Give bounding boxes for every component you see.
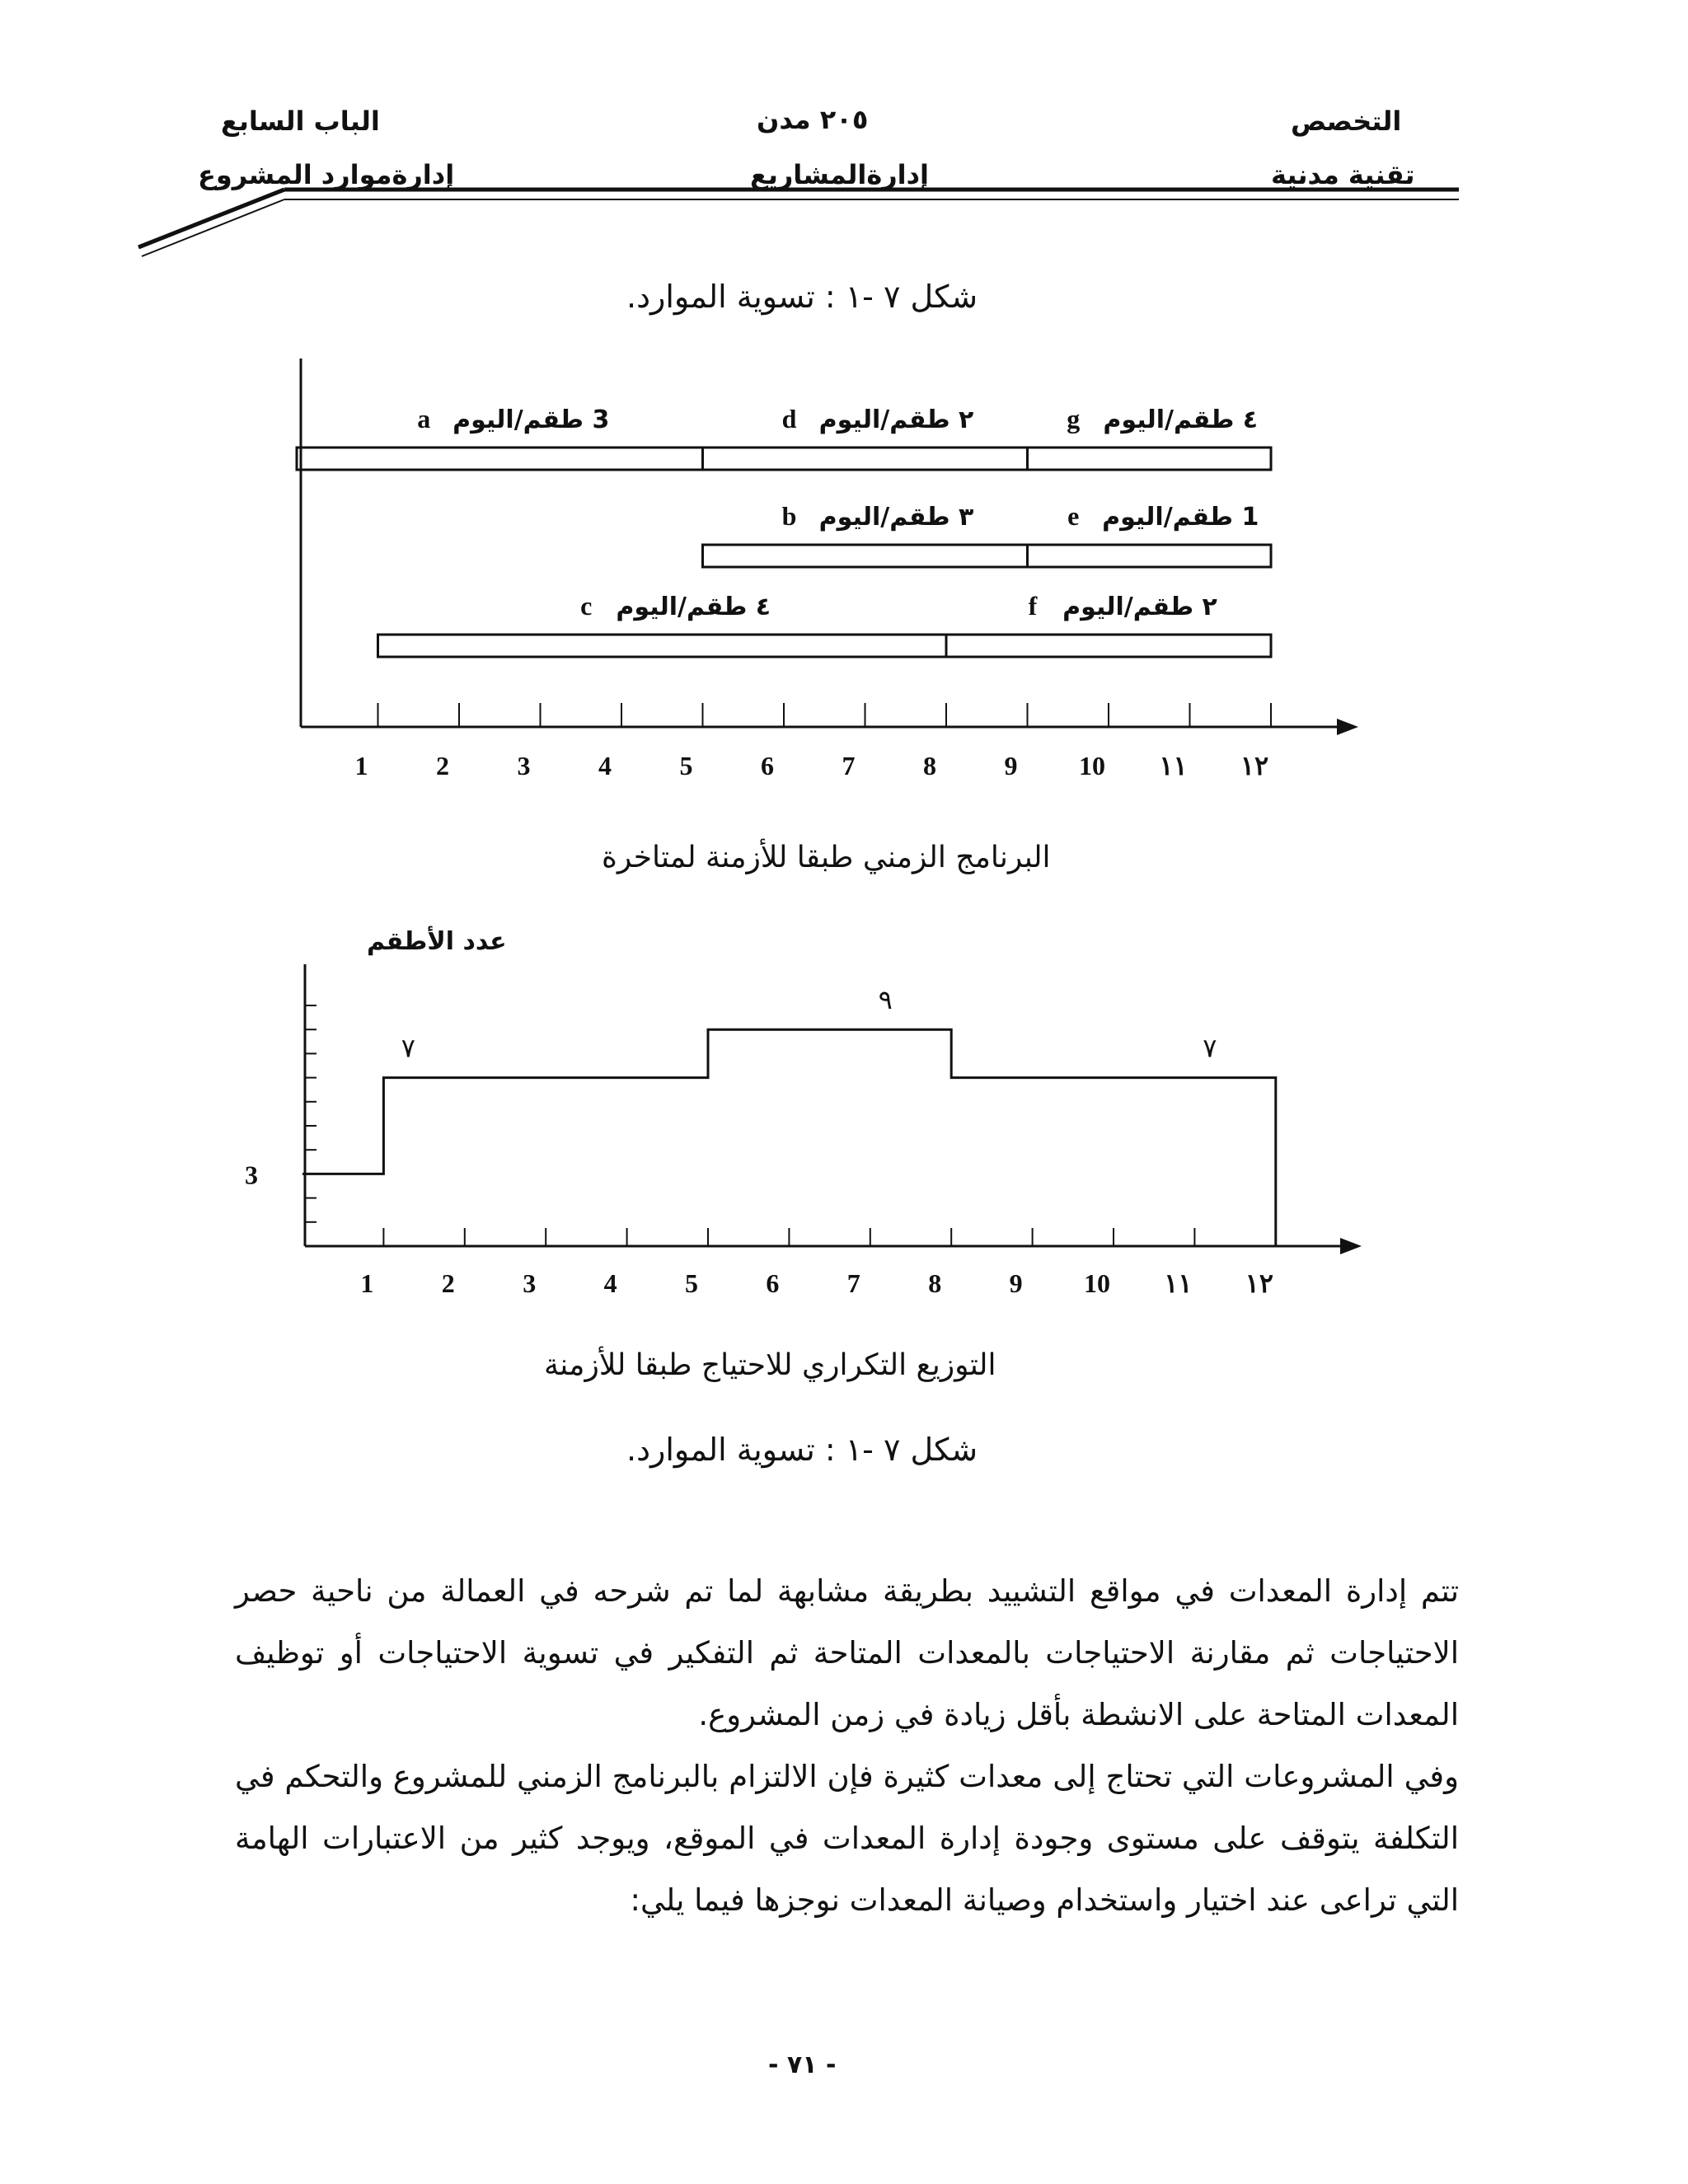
page-number: - ٧١ - bbox=[768, 2050, 837, 2079]
gantt-x-tick-label: 8 bbox=[923, 751, 936, 780]
histogram-x-tick-label: 8 bbox=[928, 1268, 942, 1298]
gantt-activity-id-e: e bbox=[1067, 501, 1080, 531]
figure-caption-bottom: شكل ٧ -١ : تسوية الموارد. bbox=[626, 1432, 978, 1468]
histogram-x-tick-label: ١٢ bbox=[1245, 1268, 1273, 1298]
gantt-x-tick-label: 10 bbox=[1079, 751, 1105, 780]
histogram-x-tick-label: 3 bbox=[523, 1268, 537, 1298]
gantt-crew-label-e: 1 طقم/اليوم bbox=[1102, 503, 1259, 532]
gantt-x-tick-label: ١٢ bbox=[1240, 751, 1269, 780]
gantt-x-axis-arrow bbox=[1337, 719, 1358, 735]
figure-caption-top: شكل ٧ -١ : تسوية الموارد. bbox=[626, 279, 978, 315]
header-left-line2: إدارةموارد المشروع bbox=[198, 159, 455, 190]
body-paragraph-2: وفي المشروعات التي تحتاج إلى معدات كثيرة فإن الالتزام بالبرنامج الزمني للمشروع والتحكم في التكلفة يتوقف على مستوى وجودة إدارة المعدات في الموقع، ويوجد كثير من الاعتبارات الهامة التي تراعى عند اختيار واستخدام وصيانة المعدات نوجزها فيما يلي: bbox=[235, 1759, 1459, 1918]
gantt-x-tick-label: 5 bbox=[679, 751, 693, 780]
histogram-x-tick-label: 9 bbox=[1009, 1268, 1023, 1298]
histogram-x-tick-label: 10 bbox=[1084, 1268, 1110, 1298]
histogram-x-tick-label: 1 bbox=[360, 1268, 374, 1298]
gantt-bar-f bbox=[946, 635, 1271, 657]
histogram-value-label: ٧ bbox=[1203, 1033, 1217, 1063]
histogram-value-label: 3 bbox=[245, 1160, 258, 1190]
body-paragraph-1: تتم إدارة المعدات في مواقع التشييد بطريقة مشابهة لما تم شرحه في العمالة من ناحية حصر الاحتياجات ثم مقارنة الاحتياجات بالمعدات المتاحة ثم التفكير في تسوية الاحتياجات أو توظيف المعدات المتاحة على الانشطة بأقل زيادة في زمن المشروع. bbox=[235, 1573, 1459, 1732]
gantt-crew-label-b: ٣ طقم/اليوم bbox=[818, 503, 974, 532]
gantt-activity-id-c: c bbox=[580, 591, 593, 621]
histogram-value-label: ٩ bbox=[878, 985, 893, 1015]
histogram-step-line bbox=[302, 1029, 1276, 1246]
gantt-x-tick-label: 7 bbox=[842, 751, 856, 780]
gantt-bar-d bbox=[703, 448, 1028, 470]
gantt-crew-label-d: ٢ طقم/اليوم bbox=[818, 405, 974, 434]
gantt-activity-id-b: b bbox=[781, 501, 797, 531]
gantt-crew-label-a: 3 طقم/اليوم bbox=[452, 405, 610, 434]
header-right-line1: التخصص bbox=[1291, 105, 1402, 137]
histogram-x-tick-label: 4 bbox=[603, 1268, 617, 1298]
gantt-bar-b bbox=[703, 545, 1028, 567]
histogram-x-tick-label: ١١ bbox=[1164, 1268, 1193, 1298]
gantt-activity-id-f: f bbox=[1028, 591, 1038, 621]
histogram-value-label: ٧ bbox=[401, 1033, 415, 1063]
schedule-subtitle: البرنامج الزمني طبقا للأزمنة لمتاخرة bbox=[602, 841, 1051, 874]
gantt-x-tick-label: 9 bbox=[1004, 751, 1018, 780]
gantt-bar-a bbox=[297, 448, 703, 470]
gantt-activity-id-a: a bbox=[417, 404, 431, 434]
gantt-x-tick-label: 6 bbox=[761, 751, 774, 780]
gantt-x-tick-label: ١١ bbox=[1159, 751, 1188, 780]
histogram-x-axis-arrow bbox=[1340, 1238, 1362, 1254]
gantt-x-tick-label: 4 bbox=[598, 751, 612, 780]
gantt-bar-e bbox=[1028, 545, 1272, 567]
gantt-bar-c bbox=[378, 635, 947, 657]
histogram-x-tick-label: 6 bbox=[766, 1268, 780, 1298]
header-right-line2: تقنية مدنية bbox=[1271, 159, 1415, 190]
histogram-x-tick-label: 2 bbox=[441, 1268, 455, 1298]
gantt-bar-g bbox=[1028, 448, 1272, 470]
body-text bbox=[235, 1560, 1459, 1931]
gantt-x-tick-label: 2 bbox=[436, 751, 449, 780]
gantt-activity-id-d: d bbox=[781, 404, 797, 434]
gantt-crew-label-f: ٢ طقم/اليوم bbox=[1062, 593, 1217, 621]
histogram-subtitle: التوزيع التكراري للاحتياج طبقا للأزمنة bbox=[544, 1348, 996, 1382]
header-center-line2: إدارةالمشاريع bbox=[750, 159, 929, 190]
header-left-line1: الباب السابع bbox=[221, 105, 380, 137]
gantt-crew-label-c: ٤ طقم/اليوم bbox=[616, 593, 771, 621]
gantt-activity-id-g: g bbox=[1067, 404, 1081, 434]
gantt-chart bbox=[247, 346, 1401, 808]
header-rule bbox=[0, 0, 1688, 272]
gantt-x-tick-label: 1 bbox=[354, 751, 368, 780]
gantt-x-tick-label: 3 bbox=[517, 751, 531, 780]
histogram-x-tick-label: 7 bbox=[846, 1268, 860, 1298]
histogram-x-tick-label: 5 bbox=[685, 1268, 698, 1298]
header-center-line1: ٢٠٥ مدن bbox=[757, 104, 869, 135]
gantt-crew-label-g: ٤ طقم/اليوم bbox=[1103, 405, 1259, 434]
histogram-y-label: عدد الأطقم bbox=[367, 927, 507, 956]
resource-histogram bbox=[206, 915, 1401, 1327]
